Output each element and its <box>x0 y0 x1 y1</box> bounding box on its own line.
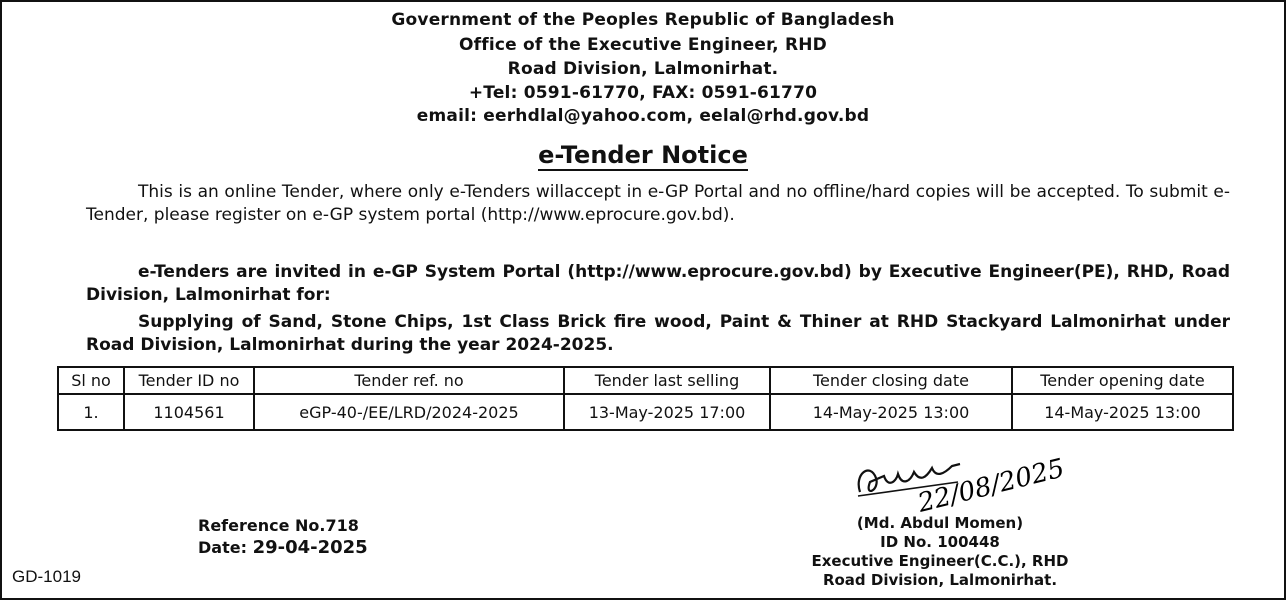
signature-date: 22/08/2025 <box>914 453 1068 519</box>
header-contact: +Tel: 0591-61770, FAX: 0591-61770 <box>468 83 818 103</box>
header-email: email: eerhdlal@yahoo.com, eelal@rhd.gov.bd <box>416 106 870 126</box>
cell-sl: 1. <box>58 394 124 430</box>
document-code: GD-1019 <box>12 567 81 586</box>
invite-paragraph: e-Tenders are invited in e-GP System Portal (http://www.eprocure.gov.bd) by Executive Engineer(PE), RHD, Road Division, Lalmonirhat for: <box>86 262 1230 305</box>
cell-tender-ref: eGP-40-/EE/LRD/2024-2025 <box>254 394 564 430</box>
header-office: Office of the Executive Engineer, RHD <box>458 35 827 55</box>
intro-paragraph: This is an online Tender, where only e-Tenders willaccept in e-GP Portal and no offline/hard copies will be accepted. To submit e-Tender, please register on e-GP system portal (http://www.eprocure.gov.bd). <box>86 182 1230 225</box>
reference-date-label: Date: <box>198 538 247 557</box>
col-header-closing-date: Tender closing date <box>770 367 1012 394</box>
reference-date <box>198 537 368 558</box>
cell-closing-date: 14-May-2025 13:00 <box>770 394 1012 430</box>
col-header-tender-ref: Tender ref. no <box>254 367 564 394</box>
cell-last-selling: 13-May-2025 17:00 <box>564 394 770 430</box>
signatory-id: ID No. 100448 <box>880 533 1000 551</box>
reference-number: Reference No.718 <box>198 516 359 535</box>
signatory-name: (Md. Abdul Momen) <box>856 514 1024 532</box>
header-division: Road Division, Lalmonirhat. <box>507 59 779 79</box>
cell-opening-date: 14-May-2025 13:00 <box>1012 394 1233 430</box>
work-description: Supplying of Sand, Stone Chips, 1st Class Brick fire wood, Paint & Thiner at RHD Stackyard Lalmonirhat under Road Division, Lalmonirhat during the year 2024-2025. <box>86 312 1230 355</box>
signatory-office: Road Division, Lalmonirhat. <box>822 571 1058 589</box>
table-header-row <box>58 367 1233 394</box>
tender-table <box>57 366 1234 431</box>
table-row <box>58 394 1233 430</box>
notice-title: e-Tender Notice <box>538 141 748 169</box>
signatory-designation: Executive Engineer(C.C.), RHD <box>811 552 1069 570</box>
col-header-opening-date: Tender opening date <box>1012 367 1233 394</box>
header-government: Government of the Peoples Republic of Bangladesh <box>391 10 895 30</box>
col-header-tender-id: Tender ID no <box>124 367 254 394</box>
col-header-last-selling: Tender last selling <box>564 367 770 394</box>
reference-date-value: 29-04-2025 <box>252 537 368 558</box>
col-header-sl: Sl no <box>58 367 124 394</box>
cell-tender-id: 1104561 <box>124 394 254 430</box>
